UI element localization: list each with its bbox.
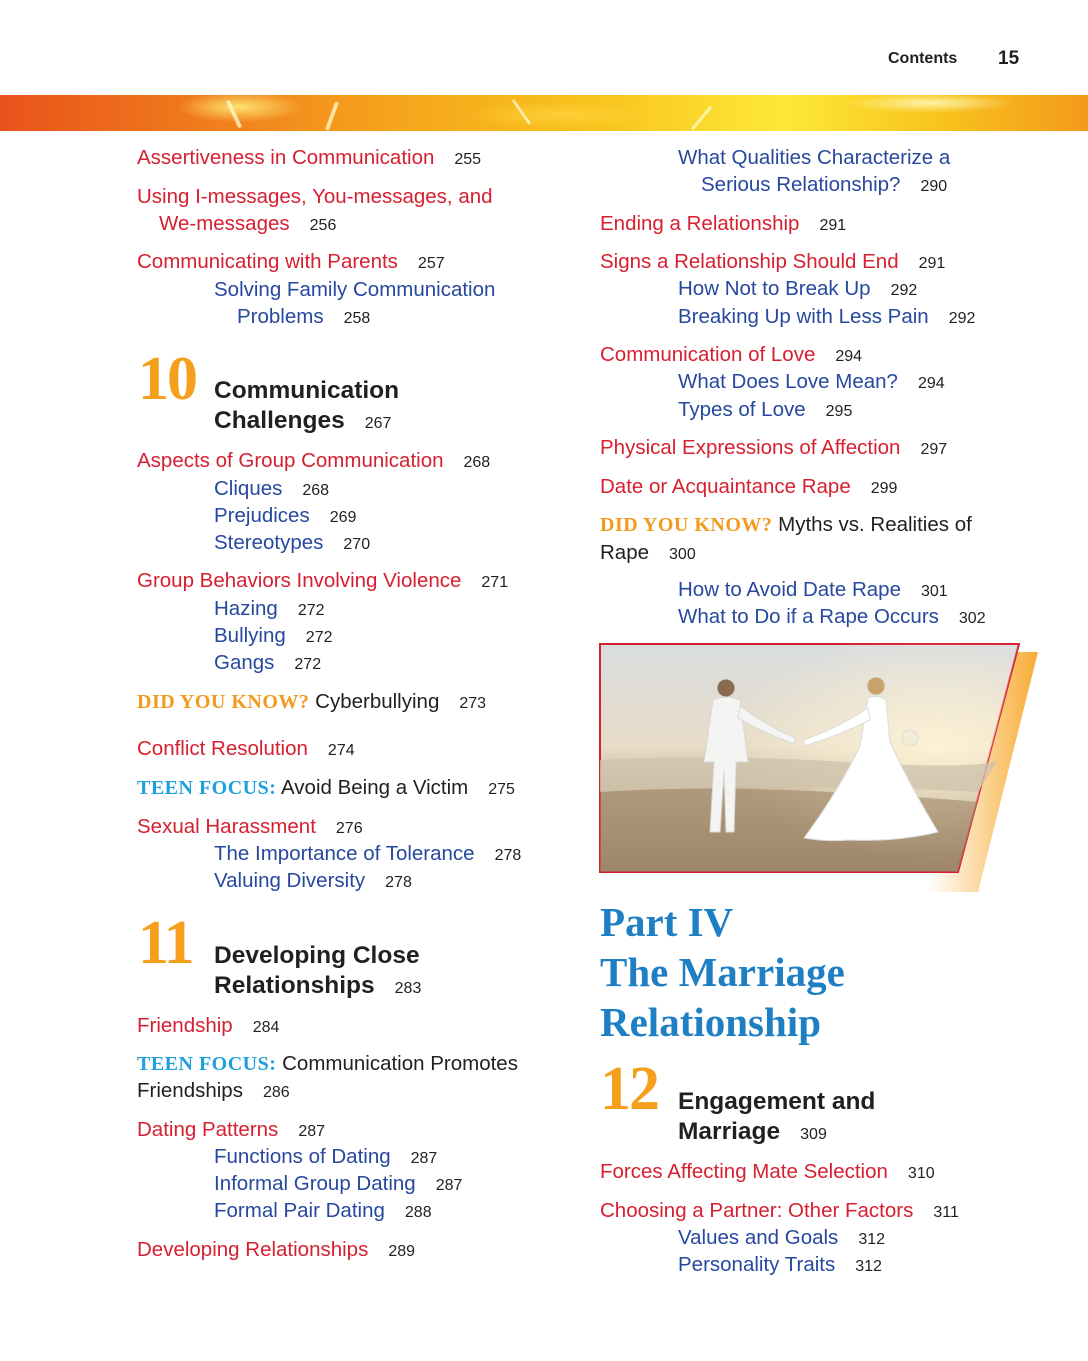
- toc-section[interactable]: Signs a Relationship Should End 291: [600, 250, 946, 273]
- toc-subsection[interactable]: How to Avoid Date Rape 301: [678, 578, 948, 601]
- part-title: Part IV The Marriage Relationship: [600, 899, 845, 1045]
- toc-subsection[interactable]: Prejudices 269: [214, 504, 357, 527]
- toc-subsection[interactable]: Breaking Up with Less Pain 292: [678, 305, 976, 328]
- teen-focus-label: TEEN FOCUS:: [137, 777, 277, 799]
- toc-subsection[interactable]: Values and Goals 312: [678, 1226, 886, 1249]
- toc-subsection[interactable]: Gangs 272: [214, 651, 322, 674]
- toc-section[interactable]: Date or Acquaintance Rape 299: [600, 475, 898, 498]
- flame-banner: [0, 95, 1088, 131]
- page-header: [0, 48, 1088, 72]
- toc-section-continued[interactable]: We-messages 256: [159, 212, 337, 235]
- toc-section[interactable]: Aspects of Group Communication 268: [137, 449, 491, 472]
- toc-section[interactable]: Assertiveness in Communication 255: [137, 146, 482, 169]
- toc-subsection-continued[interactable]: Serious Relationship? 290: [701, 173, 948, 196]
- toc-section[interactable]: Using I-messages, You-messages, and: [137, 185, 493, 208]
- toc-subsection[interactable]: The Importance of Tolerance 278: [214, 842, 522, 865]
- toc-subsection[interactable]: Hazing 272: [214, 597, 325, 620]
- chapter-title[interactable]: Developing Close: [214, 942, 420, 969]
- chapter-number: 12: [600, 1055, 658, 1123]
- toc-section[interactable]: Communicating with Parents 257: [137, 250, 445, 273]
- teen-focus-entry[interactable]: TEEN FOCUS: Communication Promotes: [137, 1052, 518, 1075]
- toc-section[interactable]: Conflict Resolution 274: [137, 737, 355, 760]
- chapter-title-continued[interactable]: Marriage 309: [678, 1118, 827, 1145]
- toc-section[interactable]: Choosing a Partner: Other Factors 311: [600, 1199, 959, 1222]
- teen-focus-entry-continued[interactable]: Friendships 286: [137, 1079, 290, 1102]
- chapter-title-continued[interactable]: Relationships 283: [214, 972, 422, 999]
- teen-focus-label: TEEN FOCUS:: [137, 1053, 277, 1075]
- toc-subsection[interactable]: Informal Group Dating 287: [214, 1172, 463, 1195]
- toc-subsection[interactable]: What to Do if a Rape Occurs 302: [678, 605, 986, 628]
- did-you-know-label: DID YOU KNOW?: [600, 514, 773, 536]
- did-you-know-entry[interactable]: DID YOU KNOW? Myths vs. Realities of: [600, 513, 972, 536]
- did-you-know-entry-continued[interactable]: Rape 300: [600, 541, 696, 564]
- toc-subsection-continued[interactable]: Problems 258: [237, 305, 371, 328]
- toc-section[interactable]: Group Behaviors Involving Violence 271: [137, 569, 509, 592]
- toc-subsection[interactable]: Personality Traits 312: [678, 1253, 882, 1276]
- teen-focus-entry[interactable]: TEEN FOCUS: Avoid Being a Victim 275: [137, 776, 515, 799]
- toc-subsection[interactable]: How Not to Break Up 292: [678, 277, 918, 300]
- toc-subsection[interactable]: Formal Pair Dating 288: [214, 1199, 432, 1222]
- did-you-know-entry[interactable]: DID YOU KNOW? Cyberbullying 273: [137, 690, 487, 713]
- wedding-photo: [598, 642, 1043, 892]
- toc-section[interactable]: Developing Relationships 289: [137, 1238, 416, 1261]
- wedding-photo-illustration: [598, 642, 1043, 892]
- chapter-number: 11: [138, 909, 193, 977]
- toc-subsection[interactable]: Cliques 268: [214, 477, 330, 500]
- toc-subsection[interactable]: What Does Love Mean? 294: [678, 370, 945, 393]
- toc-subsection[interactable]: What Qualities Characterize a: [678, 146, 951, 169]
- toc-section[interactable]: Forces Affecting Mate Selection 310: [600, 1160, 935, 1183]
- toc-subsection[interactable]: Types of Love 295: [678, 398, 853, 421]
- chapter-title[interactable]: Engagement and: [678, 1088, 876, 1115]
- toc-section[interactable]: Physical Expressions of Affection 297: [600, 436, 948, 459]
- toc-section[interactable]: Ending a Relationship 291: [600, 212, 847, 235]
- chapter-number: 10: [138, 345, 196, 413]
- chapter-title[interactable]: Communication: [214, 377, 400, 404]
- toc-subsection[interactable]: Valuing Diversity 278: [214, 869, 412, 892]
- did-you-know-label: DID YOU KNOW?: [137, 691, 310, 713]
- toc-section[interactable]: Sexual Harassment 276: [137, 815, 363, 838]
- toc-subsection[interactable]: Bullying 272: [214, 624, 333, 647]
- toc-subsection[interactable]: Functions of Dating 287: [214, 1145, 438, 1168]
- header-label: Contents: [888, 50, 958, 67]
- toc-section[interactable]: Dating Patterns 287: [137, 1118, 326, 1141]
- toc-section[interactable]: Friendship 284: [137, 1014, 280, 1037]
- toc-subsection[interactable]: Solving Family Communication: [214, 278, 496, 301]
- chapter-title-continued[interactable]: Challenges 267: [214, 407, 392, 434]
- page-number: 15: [998, 48, 1020, 69]
- toc-subsection[interactable]: Stereotypes 270: [214, 531, 371, 554]
- toc-section[interactable]: Communication of Love 294: [600, 343, 863, 366]
